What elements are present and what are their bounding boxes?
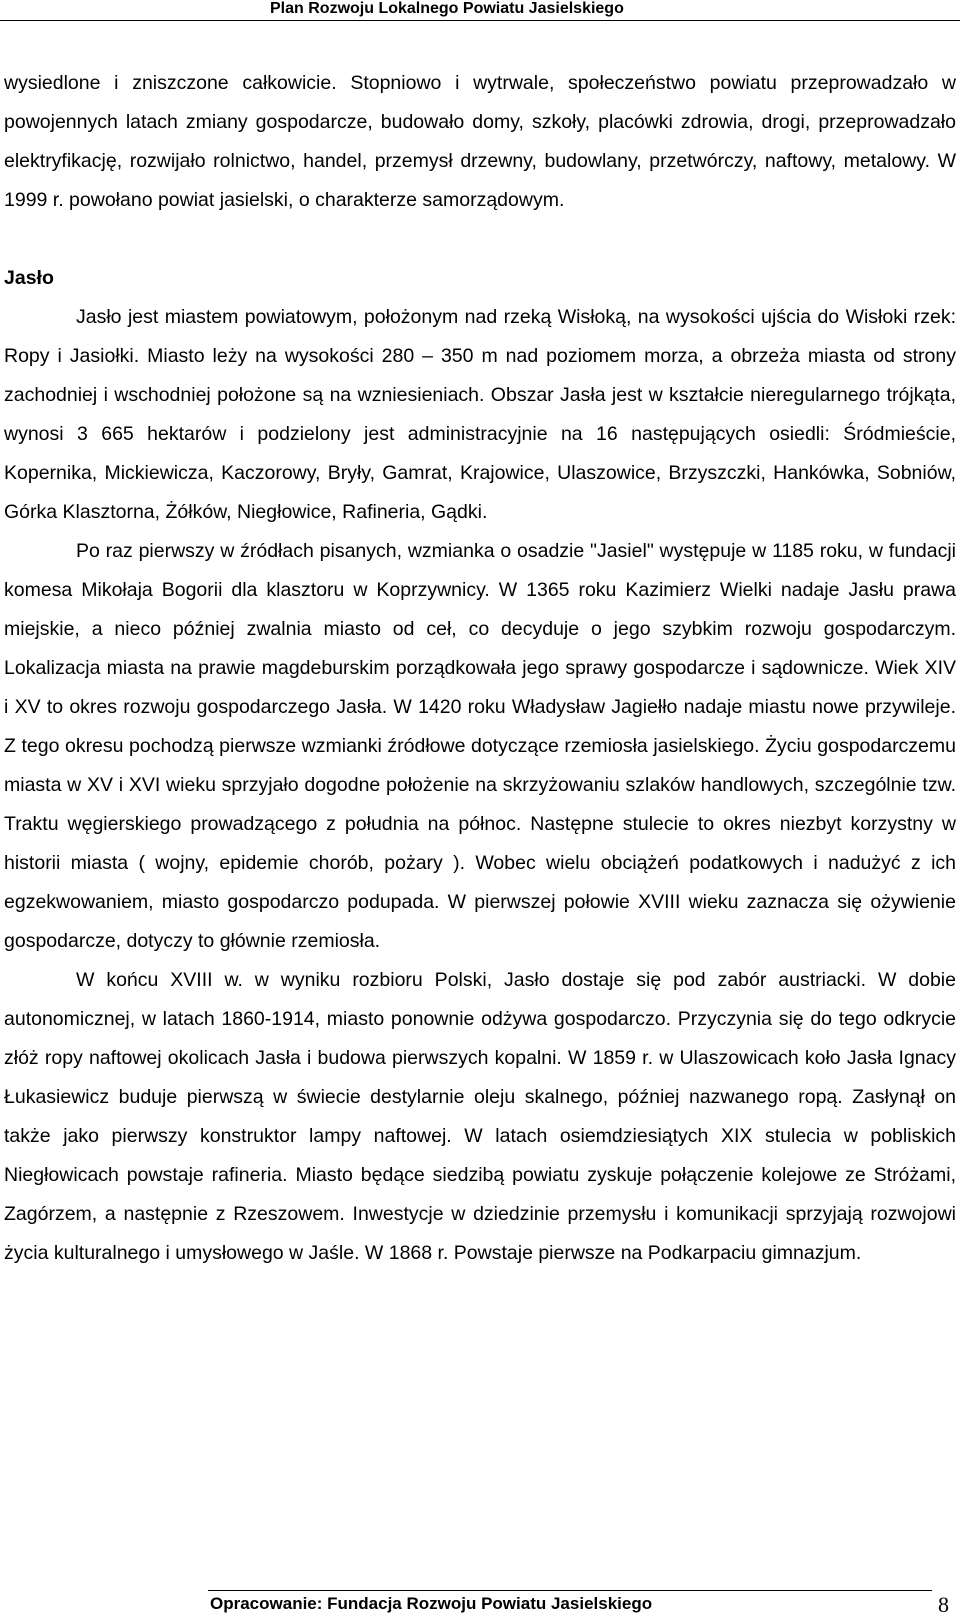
document-body [4,64,956,1273]
paragraph-spacer [4,220,956,259]
paragraph-location: Jasło jest miastem powiatowym, położonym nad rzeką Wisłoką, na wysokości ujścia do Wisłoki rzek: Ropy i Jasiołki. Miasto leży na wysokości 280 – 350 m nad poziomem morza, a obrzeża miasta od strony zachodniej i wschodniej położone są na wzniesieniach. Obszar Jasła jest w kształcie nieregularnego trójkąta, wynosi 3 665 hektarów i podzielony jest administracyjnie na 16 następujących osiedli: Śródmieście, Kopernika, Mickiewicza, Kaczorowy, Bryły, Gamrat, Krajowice, Ulaszowice, Brzyszczki, Hankówka, Sobniów, Górka Klasztorna, Żółków, Niegłowice, Rafineria, Gądki. [4,306,956,523]
page-number: 8 [938,1592,949,1617]
paragraph-modern-history: W końcu XVIII w. w wyniku rozbioru Polski, Jasło dostaje się pod zabór austriacki. W dobie autonomicznej, w latach 1860-1914, miasto ponownie odżywa gospodarczo. Przyczynia się do tego odkrycie złóż ropy naftowej okolicach Jasła i budowa pierwszych kopalni. W 1859 r. w Ulaszowicach koło Jasła Ignacy Łukasiewicz buduje pierwszą w świecie destylarnie oleju skalnego, później nazwanego ropą. Zasłynął on także jako pierwszy konstruktor lampy naftowej. W latach osiemdziesiątych XIX stulecia w pobliskich Niegłowicach powstaje rafineria. Miasto będące siedzibą powiatu zyskuje połączenie kolejowe ze Stróżami, Zagórzem, a następnie z Rzeszowem. Inwestycje w dziedzinie przemysłu i komunikacji sprzyjają rozwojowi życia kulturalnego i umysłowego w Jaśle. W 1868 r. Powstaje pierwsze na Podkarpaciu gimnazjum. [4,969,956,1264]
header-rule [0,20,960,21]
section-heading: Jasło [4,267,54,289]
footer-rule [208,1590,932,1591]
paragraph-history: Po raz pierwszy w źródłach pisanych, wzmianka o osadzie "Jasiel" występuje w 1185 roku, w fundacji komesa Mikołaja Bogorii dla klasztoru w Koprzywnicy. W 1365 roku Kazimierz Wielki nadaje Jasłu prawa miejskie, a nieco później zwalnia miasto od ceł, co decyduje o jego szybkim rozwoju gospodarczym. Lokalizacja miasta na prawie magdeburskim porządkowała jego sprawy gospodarcze i sądownicze. Wiek XIV i XV to okres rozwoju gospodarczego Jasła. W 1420 roku Władysław Jagiełło nadaje miastu nowe przywileje. Z tego okresu pochodzą pierwsze wzmianki źródłowe dotyczące rzemiosła jasielskiego. Życiu gospodarczemu miasta w XV i XVI wieku sprzyjało dogodne położenie na skrzyżowaniu szlaków handlowych, szczególnie tzw. Traktu węgierskiego prowadzącego z południa na północ. Następne stulecie to okres niezbyt korzystny w historii miasta ( wojny, epidemie chorób, pożary ). Wobec wielu obciążeń podatkowych i nadużyć z ich egzekwowaniem, miasto gospodarczo podupada. W pierwszej połowie XVIII wieku zaznacza się ożywienie gospodarcze, dotyczy to głównie rzemiosła. [4,540,956,952]
page-header [0,0,960,26]
intro-paragraph: wysiedlone i zniszczone całkowicie. Stopniowo i wytrwale, społeczeństwo powiatu przeprowadzało w powojennych latach zmiany gospodarcze, budowało domy, szkoły, placówki zdrowia, drogi, przeprowadzało elektryfikację, rozwijało rolnictwo, handel, przemysł drzewny, budowlany, przetwórczy, naftowy, metalowy. W 1999 r. powołano powiat jasielski, o charakterze samorządowym. [4,72,956,211]
header-title: Plan Rozwoju Lokalnego Powiatu Jasielskiego [270,0,624,17]
footer-text: Opracowanie: Fundacja Rozwoju Powiatu Jasielskiego [210,1594,653,1613]
